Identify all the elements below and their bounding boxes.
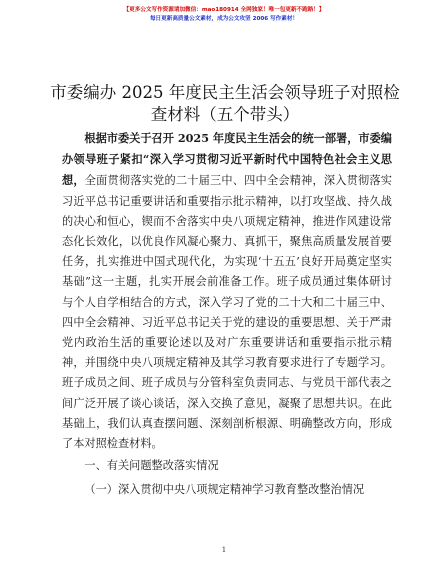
title-line-1: 市委编办 2025 年度民主生活会领导班子对照检 xyxy=(50,83,400,102)
intro-paragraph xyxy=(62,128,392,454)
intro-rest: 全面贯彻落实党的二十届三中、四中全会精神，深入贯彻落实习近平总书记重要讲话和重要指示批示精神，以打攻坚战、持久战的决心和恒心，锲而不舍落实中央八项规定精神，推进作风建设常态化长效化，以优良作风凝心聚力、真抓干，聚焦高质量发展首要任务，扎实推进中国式现代化，为实现‘十五五’良好开局奠定坚实基础”这一主题，扎实开展会前准备工作。班子成员通过集体研讨与个人自学相结合的方式，深入学习了党的二十大和二十届三中、四中全会精神、习近平总书记关于党的建设的重要思想、关于严肃党内政治生活的重要论述以及对广东重要讲话和重要指示批示精神，并围绕中央八项规定精神及其学习教育要求进行了专题学习。班子成员之间、班子成员与分管科室负责同志、与党员干部代表之间广泛开展了谈心谈话，深入交换了意见，凝聚了思想共识。在此基础上，我们认真查摆问题、深刻剖析根源、明确整改方向，形成了本对照检查材料。 xyxy=(62,174,392,451)
document-body xyxy=(62,128,392,501)
promo-line-1: 【更多公文写作资源请加微信：mao180914 全网独家！唯一包更新不跑路！】 xyxy=(123,7,325,13)
promo-line-2: 每日更新高质量公文素材，成为公文攻坚 2006 写作素材！ xyxy=(149,16,299,22)
page-number: 1 xyxy=(221,546,227,554)
section-heading-1: 一、有关问题整改落实情况 xyxy=(84,459,219,473)
document-title xyxy=(40,82,410,126)
intro-lead: 根据市委关于召开 2025 年度民主生活会的统一部署，市委编办领导班子紧扣“深入学习贯彻习近平新时代中国特色社会主义思想， xyxy=(62,131,392,188)
subsection-heading-1: （一）深入贯彻中央八项规定精神学习教育整改整治情况 xyxy=(84,483,365,497)
title-line-2: 查材料（五个带头） xyxy=(150,105,300,124)
promo-banner xyxy=(0,6,448,24)
